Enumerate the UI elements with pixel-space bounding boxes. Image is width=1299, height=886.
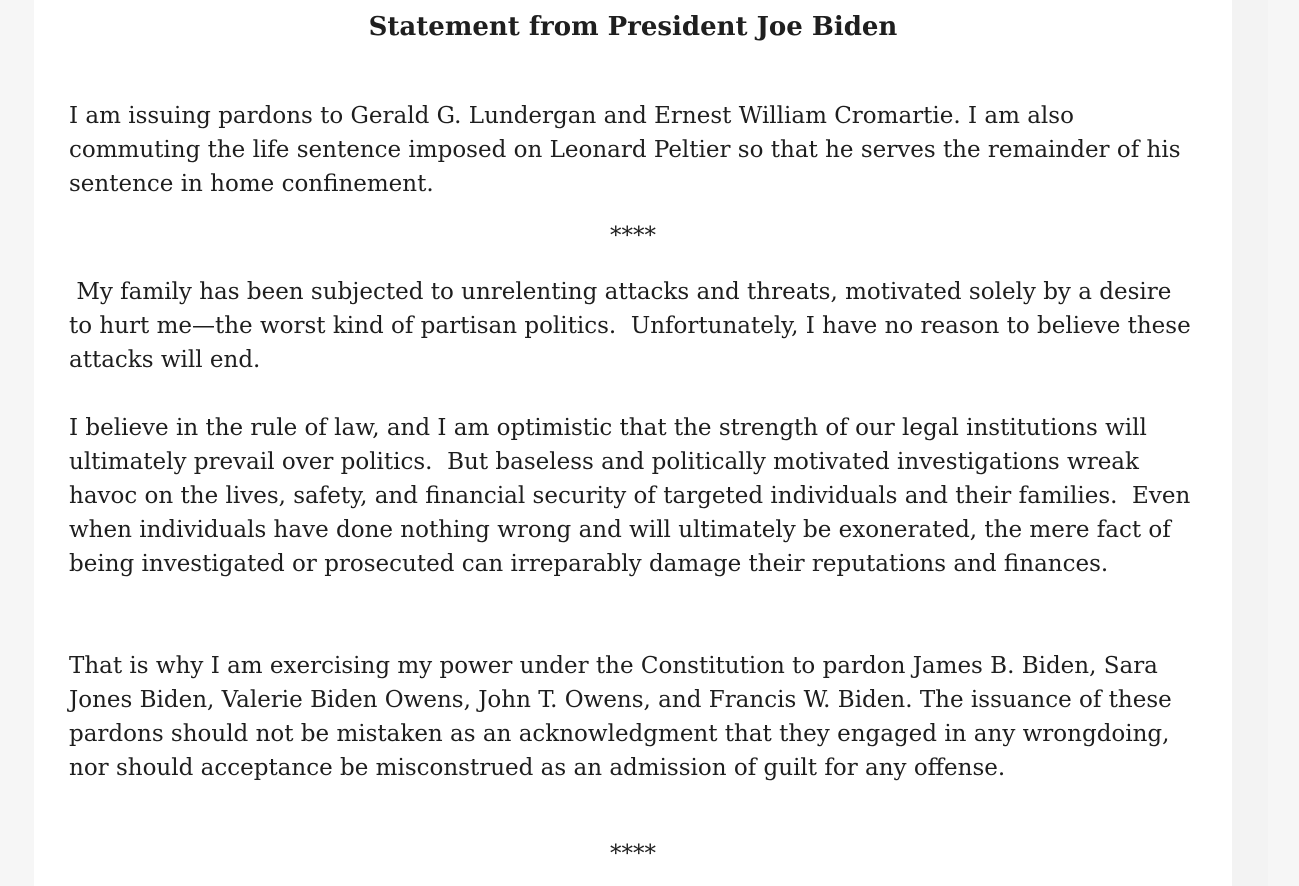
- section-separator: ****: [610, 841, 656, 867]
- paragraph-pardons: I am issuing pardons to Gerald G. Lundergan and Ernest William Cromartie. I am also commuting the life sentence imposed on Leonard Peltier so that he serves the remainder of his sentence in home confinement.: [69, 103, 1188, 197]
- page-title: Statement from President Joe Biden: [368, 12, 898, 42]
- paragraph-family-pardons: That is why I am exercising my power under the Constitution to pardon James B. Biden, Sara Jones Biden, Valerie Biden Owens, John T. Owens, and Francis W. Biden. The issuance of these pardons should not be mistaken as an acknowledgment that they engaged in any wrongdoing, nor should acceptance be misconstrued as an admission of guilt for any offense.: [69, 653, 1180, 781]
- document-page: [34, 0, 1232, 886]
- paragraph-rule-of-law: I believe in the rule of law, and I am optimistic that the strength of our legal institutions will ultimately prevail over politics. But baseless and politically motivated investigations wreak havoc on the lives, safety, and financial security of targeted individuals and their families. Even when individuals have done nothing wrong and will ultimately be exonerated, the mere fact of being investigated or prosecuted can irreparably damage their reputations and finances.: [69, 415, 1198, 577]
- paragraph-family-attacks: My family has been subjected to unrelenting attacks and threats, motivated solely by a desire to hurt me—the worst kind of partisan politics. Unfortunately, I have no reason to believe these attacks will end.: [69, 279, 1199, 373]
- section-separator: ****: [610, 223, 656, 249]
- page-gutter: [1232, 0, 1268, 886]
